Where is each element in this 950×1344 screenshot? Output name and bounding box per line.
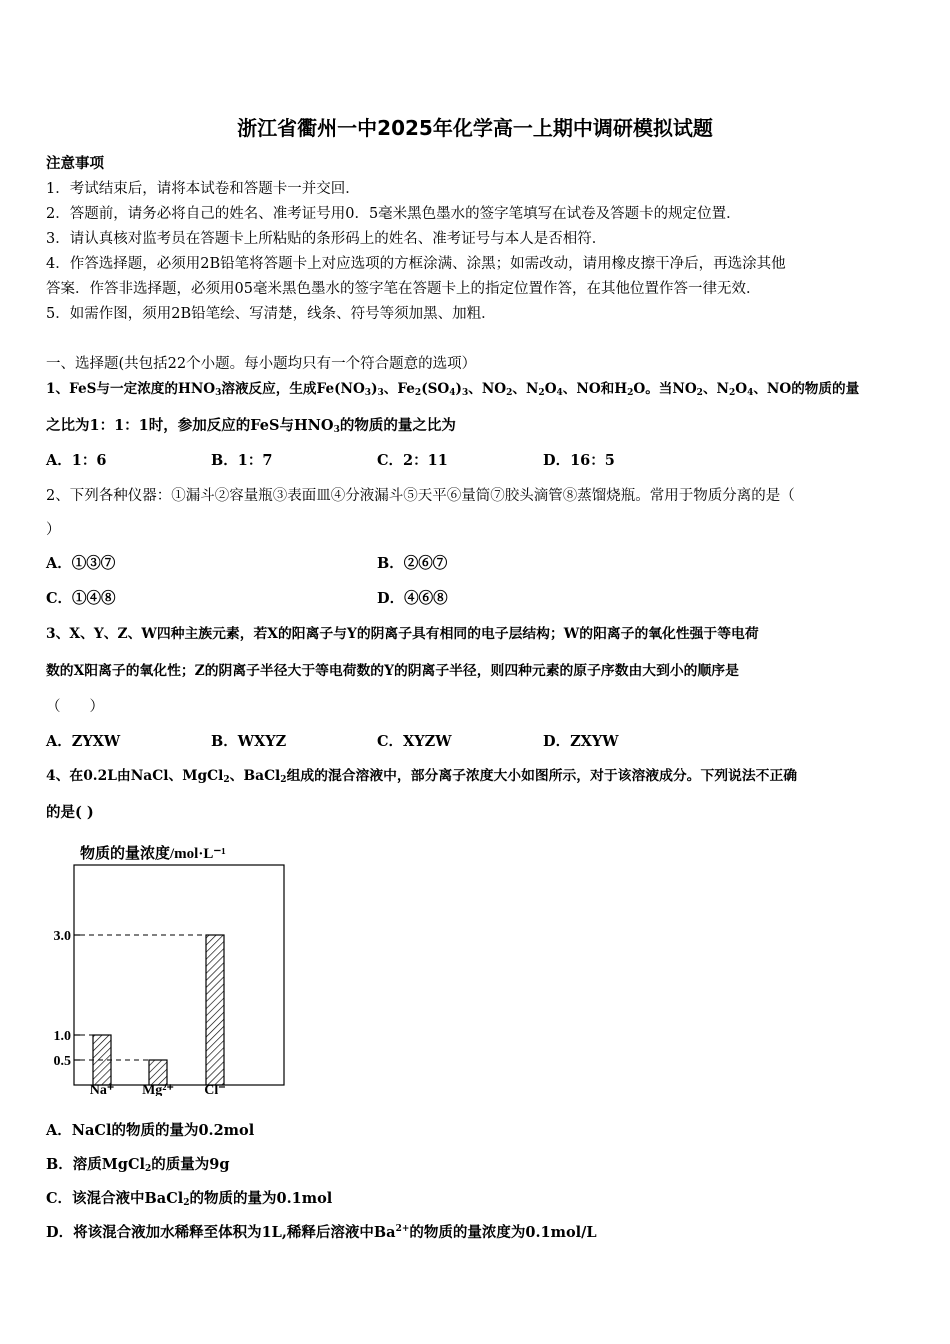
- notice-item: 5．如需作图，须用2B铅笔绘、写清楚，线条、符号等须加黑、加粗．: [46, 306, 496, 322]
- y-tick-label: 0.5: [53, 1054, 71, 1069]
- notice-item: 2．答题前，请务必将自己的姓名、准考证号用0．5毫米黑色墨水的签字笔填写在试卷及答题卡的规定位置．: [46, 206, 741, 222]
- y-tick-label: 1.0: [53, 1029, 71, 1044]
- bar: [206, 935, 224, 1085]
- q3-option-d[interactable]: D．ZXYW: [543, 733, 619, 750]
- bar: [149, 1060, 167, 1085]
- q3-option-a[interactable]: A．ZYXW: [46, 733, 121, 750]
- notice-item: 3．请认真核对监考员在答题卡上所粘贴的条形码上的姓名、准考证号与本人是否相符．: [46, 231, 607, 247]
- chart-title: 物质的量浓度/mol·L⁻¹: [80, 846, 226, 862]
- q4-option-a[interactable]: A．NaCl的物质的量为0.2mol: [46, 1122, 255, 1139]
- question-1-text: 之比为1：1：1时，参加反应的FeS与$HNO_3$的物质的量之比为: [46, 417, 456, 435]
- q1-option-a[interactable]: A．1：6: [46, 452, 107, 469]
- q3-option-b[interactable]: B．WXYZ: [211, 733, 287, 750]
- question-3-text: 3、X、Y、Z、W四种主族元素，若X的阳离子与Y的阴离子具有相同的电子层结构；W的阳离子的氧化性强于等电荷: [46, 626, 759, 642]
- q1-option-c[interactable]: C．2：11: [377, 452, 448, 469]
- q2-option-b[interactable]: B．②⑥⑦: [377, 555, 448, 572]
- question-2-text: ）: [46, 522, 61, 538]
- question-3-text: （ ）: [46, 699, 104, 715]
- q1-option-b[interactable]: B．1：7: [211, 452, 273, 469]
- y-tick-label: 3.0: [53, 929, 71, 944]
- question-3-text: 数的X阳离子的氧化性；Z的阴离子半径大于等电荷数的Y的阴离子半径，则四种元素的原子序数由大到小的顺序是: [46, 663, 739, 679]
- question-4-text: 的是( ): [46, 804, 94, 821]
- question-2-text: 2、下列各种仪器：①漏斗②容量瓶③表面皿④分液漏斗⑤天平⑥量筒⑦胶头滴管⑧蒸馏烧瓶。常用于物质分离的是（: [46, 488, 795, 504]
- q4-option-c[interactable]: C．该混合液中BaCl$_2$的物质的量为0.1mol: [46, 1190, 333, 1208]
- question-4-text: 4、在0.2L由NaCl、MgCl$_2$、BaCl$_2$组成的混合溶液中，部分离子浓度大小如图所示，对于该溶液成分。下列说法不正确: [46, 768, 798, 785]
- category-label: Mg²⁺: [142, 1083, 174, 1096]
- q2-option-d[interactable]: D．④⑥⑧: [377, 590, 448, 607]
- notice-item: 1．考试结束后，请将本试卷和答题卡一并交回．: [46, 181, 360, 197]
- section-heading: 一、选择题(共包括22个小题。每小题均只有一个符合题意的选项）: [46, 356, 477, 372]
- category-label: Na⁺: [89, 1083, 115, 1096]
- notice-item: 答案．作答非选择题，必须用05毫米黑色墨水的签字笔在答题卡上的指定位置作答，在其他位置作答一律无效．: [46, 281, 761, 297]
- q2-option-c[interactable]: C．①④⑧: [46, 590, 116, 607]
- q3-option-c[interactable]: C．XYZW: [377, 733, 452, 750]
- q4-option-d[interactable]: D．将该混合液加水稀释至体积为1L,稀释后溶液中$Ba^{2+}$的物质的量浓度为0.1mol/L: [46, 1224, 597, 1241]
- question-1-text: 1、FeS与一定浓度的$HNO_3$溶液反应，生成$Fe(NO_3)_3$、$Fe_2(SO_4)_3$、$NO_2$、$N_2O_4$、NO和$H_2O$。当$NO_2$、$N_2O_4$、NO的物质的量: [46, 381, 860, 398]
- q1-option-d[interactable]: D．16：5: [543, 452, 615, 469]
- notice-heading: 注意事项: [46, 155, 104, 172]
- q4-option-b[interactable]: B．溶质MgCl$_2$的质量为9g: [46, 1156, 230, 1174]
- category-label: Cl⁻: [204, 1083, 226, 1096]
- notice-item: 4．作答选择题，必须用2B铅笔将答题卡上对应选项的方框涂满、涂黑；如需改动，请用橡皮擦干净后，再选涂其他: [46, 256, 786, 272]
- page-title: 浙江省衢州一中2025年化学高一上期中调研模拟试题: [237, 116, 713, 140]
- ion-concentration-chart: [44, 838, 289, 1096]
- q2-option-a[interactable]: A．①③⑦: [46, 555, 116, 572]
